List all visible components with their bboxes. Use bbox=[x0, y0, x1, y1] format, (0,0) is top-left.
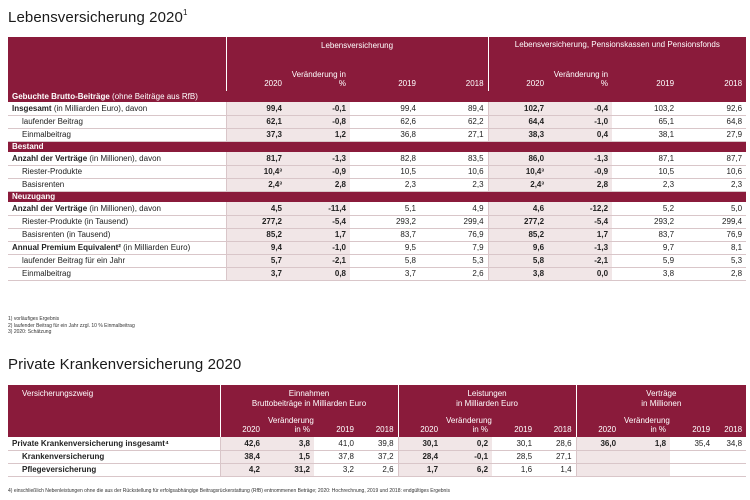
cell-value: 85,2 bbox=[226, 228, 286, 241]
section-title-text: Bestand bbox=[12, 142, 44, 152]
table-row bbox=[8, 267, 746, 280]
cell-value: 5,3 bbox=[420, 254, 488, 267]
cell-value: 3,8 bbox=[264, 437, 314, 450]
life-col-2018: 2018 bbox=[420, 59, 488, 91]
cell-value bbox=[576, 463, 620, 476]
row-label-text: Anzahl der Verträge bbox=[12, 153, 88, 163]
cell-value: 6,2 bbox=[442, 463, 492, 476]
cell-value: 34,8 bbox=[714, 437, 746, 450]
cell-value: 2,6 bbox=[358, 463, 398, 476]
life-col-2018-b: 2018 bbox=[678, 59, 746, 91]
cell-value: 37,2 bbox=[358, 450, 398, 463]
row-label bbox=[8, 165, 226, 178]
life-insurance-table bbox=[8, 37, 746, 281]
cell-value: -2,1 bbox=[286, 254, 350, 267]
life-header-groups bbox=[8, 37, 746, 59]
cell-value: 27,1 bbox=[536, 450, 576, 463]
row-label-text: Anzahl der Verträge bbox=[12, 203, 88, 213]
cell-value: 3,8 bbox=[488, 267, 548, 280]
cell-value: 293,2 bbox=[350, 215, 420, 228]
cell-value: 8,1 bbox=[678, 241, 746, 254]
cell-value bbox=[576, 450, 620, 463]
cell-value: 87,1 bbox=[612, 152, 678, 165]
table-row bbox=[8, 128, 746, 141]
cell-value: 82,8 bbox=[350, 152, 420, 165]
cell-value bbox=[670, 450, 714, 463]
health-group-vertraege-l2: in Millionen bbox=[641, 399, 682, 408]
cell-value: 103,2 bbox=[612, 102, 678, 115]
life-group-lv: Lebensversicherung bbox=[226, 37, 488, 59]
cell-value bbox=[670, 463, 714, 476]
cell-value: 62,6 bbox=[350, 115, 420, 128]
life-group-lv-pk-pf: Lebensversicherung, Pensionskassen und Pensionsfonds bbox=[488, 37, 746, 59]
table-row bbox=[8, 254, 746, 267]
cell-value: -0,1 bbox=[286, 102, 350, 115]
section-title-text: Neuzugang bbox=[12, 192, 56, 202]
health-col-2020-b: 2020 bbox=[398, 411, 442, 437]
cell-value: 3,2 bbox=[314, 463, 358, 476]
cell-value: 5,0 bbox=[678, 202, 746, 215]
row-label-text: Einmalbeitrag bbox=[22, 130, 71, 139]
cell-value bbox=[620, 450, 670, 463]
cell-value: 92,6 bbox=[678, 102, 746, 115]
row-label bbox=[8, 215, 226, 228]
cell-value: 83,7 bbox=[350, 228, 420, 241]
cell-value: 30,1 bbox=[492, 437, 536, 450]
row-label-note: (in Millionen), davon bbox=[89, 153, 161, 163]
health-col-2018-b: 2018 bbox=[536, 411, 576, 437]
cell-value: 76,9 bbox=[678, 228, 746, 241]
health-col-2019-a: 2019 bbox=[314, 411, 358, 437]
health-group-leistungen-l1: Leistungen bbox=[467, 389, 507, 398]
cell-value: 37,3 bbox=[226, 128, 286, 141]
table-row bbox=[8, 437, 746, 450]
cell-value: 10,4³ bbox=[488, 165, 548, 178]
cell-value: -0,9 bbox=[286, 165, 350, 178]
cell-value: 102,7 bbox=[488, 102, 548, 115]
cell-value: -1,3 bbox=[548, 152, 612, 165]
life-col-2019: 2019 bbox=[350, 59, 420, 91]
cell-value: 62,2 bbox=[420, 115, 488, 128]
life-header-blank-2 bbox=[8, 59, 226, 91]
row-label-text: laufender Beitrag bbox=[22, 117, 83, 126]
row-label bbox=[8, 102, 226, 115]
life-col-change: Veränderung in % bbox=[286, 59, 350, 91]
cell-value: 30,1 bbox=[398, 437, 442, 450]
life-col-2019-b: 2019 bbox=[612, 59, 678, 91]
cell-value: -0,9 bbox=[548, 165, 612, 178]
cell-value: 1,7 bbox=[398, 463, 442, 476]
cell-value: 9,6 bbox=[488, 241, 548, 254]
health-col-2019-b: 2019 bbox=[492, 411, 536, 437]
cell-value: 1,6 bbox=[492, 463, 536, 476]
row-label bbox=[8, 267, 226, 280]
health-col-zweig: Versicherungszweig bbox=[8, 385, 220, 437]
row-label: Private Krankenversicherung insgesamt⁴ bbox=[8, 437, 220, 450]
health-group-einnahmen-l2: Bruttobeiträge in Milliarden Euro bbox=[251, 399, 367, 408]
row-label bbox=[8, 178, 226, 191]
life-body bbox=[8, 91, 746, 280]
section-header bbox=[8, 91, 746, 102]
life-title-sup: 1 bbox=[182, 8, 188, 17]
table-row bbox=[8, 115, 746, 128]
cell-value: -12,2 bbox=[548, 202, 612, 215]
cell-value: 62,1 bbox=[226, 115, 286, 128]
life-title bbox=[8, 8, 188, 26]
cell-value: 1,8 bbox=[620, 437, 670, 450]
cell-value bbox=[620, 463, 670, 476]
cell-value: 2,8 bbox=[548, 178, 612, 191]
cell-value: 65,1 bbox=[612, 115, 678, 128]
table-row bbox=[8, 215, 746, 228]
health-group-vertraege-l1: Verträge bbox=[646, 389, 677, 398]
row-label: Krankenversicherung bbox=[8, 450, 220, 463]
cell-value: -0,1 bbox=[442, 450, 492, 463]
cell-value: 10,6 bbox=[678, 165, 746, 178]
row-label bbox=[8, 115, 226, 128]
section-title-note: (ohne Beiträge aus RfB) bbox=[112, 92, 198, 101]
cell-value: 2,8 bbox=[678, 267, 746, 280]
health-col-2019-c: 2019 bbox=[670, 411, 714, 437]
cell-value: 42,6 bbox=[220, 437, 264, 450]
cell-value: 10,6 bbox=[420, 165, 488, 178]
cell-value: 299,4 bbox=[678, 215, 746, 228]
cell-value: 2,3 bbox=[678, 178, 746, 191]
footnote: 3) 2020: Schätzung bbox=[8, 329, 52, 335]
health-group-einnahmen bbox=[220, 385, 398, 411]
cell-value: 4,6 bbox=[488, 202, 548, 215]
cell-value bbox=[714, 463, 746, 476]
cell-value: 2,4³ bbox=[226, 178, 286, 191]
health-col-change-a: Veränderung in % bbox=[264, 411, 314, 437]
health-group-einnahmen-l1: Einnahmen bbox=[288, 389, 330, 398]
row-label-text: Einmalbeitrag bbox=[22, 269, 71, 278]
cell-value: -0,8 bbox=[286, 115, 350, 128]
cell-value: 41,0 bbox=[314, 437, 358, 450]
cell-value: -1,3 bbox=[548, 241, 612, 254]
table-row bbox=[8, 102, 746, 115]
health-body bbox=[8, 437, 746, 476]
table-row bbox=[8, 241, 746, 254]
cell-value: 10,5 bbox=[612, 165, 678, 178]
row-label bbox=[8, 202, 226, 215]
cell-value: 293,2 bbox=[612, 215, 678, 228]
cell-value: 0,0 bbox=[548, 267, 612, 280]
cell-value: 87,7 bbox=[678, 152, 746, 165]
cell-value: 4,2 bbox=[220, 463, 264, 476]
health-col-2020-a: 2020 bbox=[220, 411, 264, 437]
cell-value: 3,7 bbox=[350, 267, 420, 280]
cell-value: -11,4 bbox=[286, 202, 350, 215]
life-col-2020: 2020 bbox=[226, 59, 286, 91]
section-title bbox=[8, 191, 746, 202]
cell-value: 36,8 bbox=[350, 128, 420, 141]
row-label-note: (in Tausend) bbox=[84, 217, 129, 226]
cell-value: 86,0 bbox=[488, 152, 548, 165]
table-row bbox=[8, 178, 746, 191]
life-header-blank bbox=[8, 37, 226, 59]
cell-value: -1,0 bbox=[286, 241, 350, 254]
health-title bbox=[8, 356, 241, 373]
health-title-text: Private Krankenversicherung 2020 bbox=[8, 356, 242, 373]
row-label-text: Basisrenten bbox=[22, 230, 65, 239]
footnote: 1) vorläufiges Ergebnis bbox=[8, 316, 60, 322]
row-label-text: Riester-Produkte bbox=[22, 217, 83, 226]
health-group-vertraege bbox=[576, 385, 746, 411]
health-col-2020-c: 2020 bbox=[576, 411, 620, 437]
cell-value: 5,1 bbox=[350, 202, 420, 215]
cell-value: -1,3 bbox=[286, 152, 350, 165]
cell-value: 99,4 bbox=[226, 102, 286, 115]
life-col-2020-b: 2020 bbox=[488, 59, 548, 91]
cell-value: 31,2 bbox=[264, 463, 314, 476]
cell-value: 76,9 bbox=[420, 228, 488, 241]
cell-value: 1,5 bbox=[264, 450, 314, 463]
table-row bbox=[8, 202, 746, 215]
cell-value: 83,5 bbox=[420, 152, 488, 165]
cell-value: 38,1 bbox=[612, 128, 678, 141]
cell-value: 3,7 bbox=[226, 267, 286, 280]
row-label bbox=[8, 228, 226, 241]
cell-value: 1,4 bbox=[536, 463, 576, 476]
cell-value: 89,4 bbox=[420, 102, 488, 115]
row-label bbox=[8, 152, 226, 165]
cell-value: 83,7 bbox=[612, 228, 678, 241]
cell-value: 5,3 bbox=[678, 254, 746, 267]
cell-value: 0,4 bbox=[548, 128, 612, 141]
cell-value: 64,8 bbox=[678, 115, 746, 128]
cell-value: 0,2 bbox=[442, 437, 492, 450]
cell-value: 4,9 bbox=[420, 202, 488, 215]
cell-value: 39,8 bbox=[358, 437, 398, 450]
cell-value: 10,4³ bbox=[226, 165, 286, 178]
cell-value: 2,8 bbox=[286, 178, 350, 191]
cell-value: 35,4 bbox=[670, 437, 714, 450]
section-header bbox=[8, 191, 746, 202]
row-label-note: (in Millionen), davon bbox=[89, 203, 161, 213]
health-footnote: 4) einschließlich Nebenleistungen ohne die aus der Rückstellung für erfolgsabhängige Beitragsrückerstattung (RfB) entnommenen Beträge; 2020: Hochrechnung, 2019 und 2018: endgültiges Ergebnis bbox=[8, 488, 450, 494]
cell-value: 299,4 bbox=[420, 215, 488, 228]
table-row bbox=[8, 228, 746, 241]
row-label bbox=[8, 128, 226, 141]
row-label bbox=[8, 254, 226, 267]
cell-value: 7,9 bbox=[420, 241, 488, 254]
row-label-text: Insgesamt bbox=[12, 103, 52, 113]
cell-value: 9,4 bbox=[226, 241, 286, 254]
table-row bbox=[8, 463, 746, 476]
cell-value: 38,4 bbox=[220, 450, 264, 463]
cell-value: 9,5 bbox=[350, 241, 420, 254]
table-row bbox=[8, 152, 746, 165]
cell-value: 81,7 bbox=[226, 152, 286, 165]
cell-value: 277,2 bbox=[488, 215, 548, 228]
cell-value: 1,7 bbox=[548, 228, 612, 241]
row-label-note: (in Milliarden Euro), davon bbox=[53, 103, 148, 113]
cell-value: 3,8 bbox=[612, 267, 678, 280]
cell-value: 27,1 bbox=[420, 128, 488, 141]
row-label: Pflegeversicherung bbox=[8, 463, 220, 476]
table-row bbox=[8, 165, 746, 178]
section-title bbox=[8, 141, 746, 152]
cell-value: 2,3 bbox=[612, 178, 678, 191]
cell-value: -5,4 bbox=[548, 215, 612, 228]
health-col-change-b: Veränderung in % bbox=[442, 411, 492, 437]
section-title-text: Gebuchte Brutto-Beiträge bbox=[12, 92, 110, 101]
life-col-change-b: Veränderung in % bbox=[548, 59, 612, 91]
cell-value: 5,2 bbox=[612, 202, 678, 215]
table-row bbox=[8, 450, 746, 463]
cell-value: 2,6 bbox=[420, 267, 488, 280]
cell-value: 1,2 bbox=[286, 128, 350, 141]
cell-value: -1,0 bbox=[548, 115, 612, 128]
cell-value: -0,4 bbox=[548, 102, 612, 115]
cell-value: 5,7 bbox=[226, 254, 286, 267]
section-title bbox=[8, 91, 746, 102]
health-group-leistungen-l2: in Milliarden Euro bbox=[456, 399, 518, 408]
section-header bbox=[8, 141, 746, 152]
life-title-text: Lebensversicherung 2020 bbox=[8, 9, 183, 26]
row-label-text: laufender Beitrag für ein Jahr bbox=[22, 256, 126, 265]
cell-value: 5,9 bbox=[612, 254, 678, 267]
cell-value: 27,9 bbox=[678, 128, 746, 141]
cell-value: 99,4 bbox=[350, 102, 420, 115]
cell-value bbox=[714, 450, 746, 463]
cell-value: 28,4 bbox=[398, 450, 442, 463]
health-col-change-c: Veränderung in % bbox=[620, 411, 670, 437]
life-footnotes bbox=[8, 316, 135, 336]
health-insurance-table bbox=[8, 385, 746, 477]
cell-value: 28,5 bbox=[492, 450, 536, 463]
cell-value: 85,2 bbox=[488, 228, 548, 241]
cell-value: 28,6 bbox=[536, 437, 576, 450]
row-label-note: (in Tausend) bbox=[66, 230, 111, 239]
cell-value: -5,4 bbox=[286, 215, 350, 228]
cell-value: 38,3 bbox=[488, 128, 548, 141]
footnote: 2) laufender Beitrag für ein Jahr zzgl. 10 % Einmalbeitrag bbox=[8, 322, 135, 329]
health-col-2018-a: 2018 bbox=[358, 411, 398, 437]
cell-value: -2,1 bbox=[548, 254, 612, 267]
cell-value: 2,3 bbox=[350, 178, 420, 191]
cell-value: 5,8 bbox=[350, 254, 420, 267]
cell-value: 2,3 bbox=[420, 178, 488, 191]
cell-value: 9,7 bbox=[612, 241, 678, 254]
row-label bbox=[8, 241, 226, 254]
cell-value: 10,5 bbox=[350, 165, 420, 178]
row-label-note: (in Milliarden Euro) bbox=[123, 243, 191, 252]
cell-value: 277,2 bbox=[226, 215, 286, 228]
row-label-text: Basisrenten bbox=[22, 180, 65, 189]
row-label-text: Annual Premium Equivalent² bbox=[12, 243, 121, 252]
row-label-text: Riester-Produkte bbox=[22, 167, 83, 176]
cell-value: 5,8 bbox=[488, 254, 548, 267]
cell-value: 2,4³ bbox=[488, 178, 548, 191]
cell-value: 1,7 bbox=[286, 228, 350, 241]
cell-value: 4,5 bbox=[226, 202, 286, 215]
cell-value: 37,8 bbox=[314, 450, 358, 463]
life-header-cols bbox=[8, 59, 746, 91]
cell-value: 36,0 bbox=[576, 437, 620, 450]
cell-value: 64,4 bbox=[488, 115, 548, 128]
health-group-leistungen bbox=[398, 385, 576, 411]
health-col-2018-c: 2018 bbox=[714, 411, 746, 437]
health-header-groups bbox=[8, 385, 746, 411]
cell-value: 0,8 bbox=[286, 267, 350, 280]
